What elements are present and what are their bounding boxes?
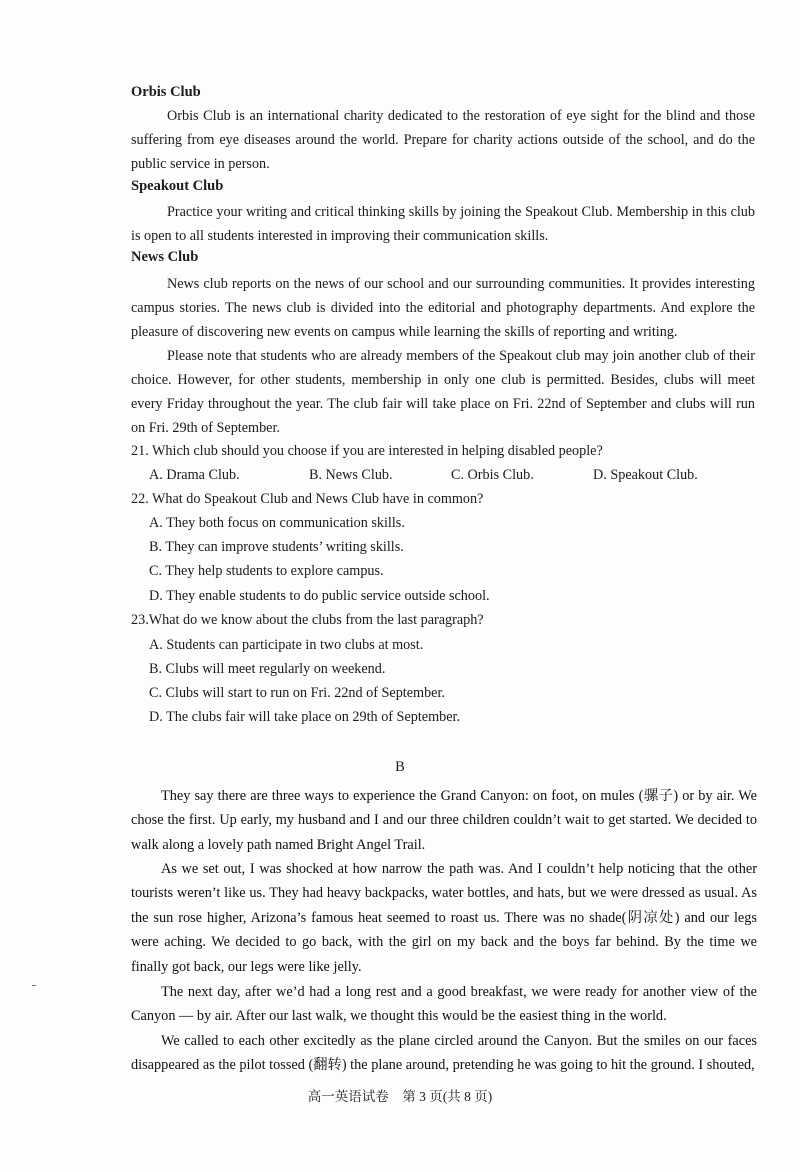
section-b-title: B xyxy=(395,759,405,775)
passage-b-paragraph-1: They say there are three ways to experience the Grand Canyon: on foot, on mules (骡子) or by air. We chose the first. Up early, my husband and I and our three children couldn’t wait to get started. We decided to walk along a lovely path named Bright Angel Trail. xyxy=(131,788,757,853)
q21-option-b: B. News Club. xyxy=(309,467,393,483)
speakout-club-heading: Speakout Club xyxy=(131,178,224,194)
q22-option-d: D. They enable students to do public service outside school. xyxy=(149,588,490,604)
scan-speck xyxy=(32,985,36,986)
question-21: 21. Which club should you choose if you are interested in helping disabled people? xyxy=(131,443,603,459)
q23-option-a: A. Students can participate in two clubs at most. xyxy=(149,637,424,653)
q23-option-b: B. Clubs will meet regularly on weekend. xyxy=(149,661,386,677)
q23-option-c: C. Clubs will start to run on Fri. 22nd of September. xyxy=(149,685,445,701)
orbis-club-text: Orbis Club is an international charity dedicated to the restoration of eye sight for the blind and those suffering from eye diseases around the world. Prepare for charity actions outside of the school, and do the public service in person. xyxy=(131,108,755,172)
q21-option-a: A. Drama Club. xyxy=(149,467,240,483)
q22-option-c: C. They help students to explore campus. xyxy=(149,563,384,579)
q22-option-b: B. They can improve students’ writing skills. xyxy=(149,539,404,555)
q21-option-d: D. Speakout Club. xyxy=(593,467,698,483)
q22-option-a: A. They both focus on communication skills. xyxy=(149,515,405,531)
speakout-club-text: Practice your writing and critical thinking skills by joining the Speakout Club. Membership in this club is open to all students interested in improving their communication skills. xyxy=(131,204,755,244)
q23-option-d: D. The clubs fair will take place on 29th of September. xyxy=(149,709,460,725)
passage-b-paragraph-3: The next day, after we’d had a long rest and a good breakfast, we were ready for another view of the Canyon — by air. After our last walk, we thought this would be the easiest thing in the world. xyxy=(131,984,757,1025)
passage-b-paragraph-4: We called to each other excitedly as the plane circled around the Canyon. But the smiles on our faces disappeared as the pilot tossed (翻转) the plane around, pretending he was going to hit the ground. I shouted, xyxy=(131,1033,757,1074)
passage-b-paragraph-2: As we set out, I was shocked at how narrow the path was. And I couldn’t help noticing that the other tourists weren’t like us. They had heavy backpacks, water bottles, and hats, but we were dressed as usual. As the sun rose higher, Arizona’s famous heat seemed to roast us. There was no shade(阴凉处) and our legs were aching. We decided to go back, with the girl on my back and the boys far behind. By the time we finally got back, our legs were like jelly. xyxy=(131,861,757,975)
page-footer: 高一英语试卷 第 3 页(共 8 页) xyxy=(307,1089,493,1104)
question-22: 22. What do Speakout Club and News Club have in common? xyxy=(131,491,484,507)
news-club-text: News club reports on the news of our school and our surrounding communities. It provides interesting campus stories. The news club is divided into the editorial and photography departments. And explore the pleasure of discovering new events on campus while learning the skills of reporting and writing. xyxy=(131,276,755,340)
note-paragraph: Please note that students who are already members of the Speakout club may join another club of their choice. However, for other students, membership in only one club is permitted. Besides, clubs will meet every Friday throughout the year. The club fair will take place on Fri. 22nd of September and clubs will run on Fri. 29th of September. xyxy=(131,348,755,436)
orbis-club-heading: Orbis Club xyxy=(131,84,201,100)
question-23: 23.What do we know about the clubs from the last paragraph? xyxy=(131,612,484,628)
news-club-heading: News Club xyxy=(131,249,199,265)
q21-option-c: C. Orbis Club. xyxy=(451,467,534,483)
